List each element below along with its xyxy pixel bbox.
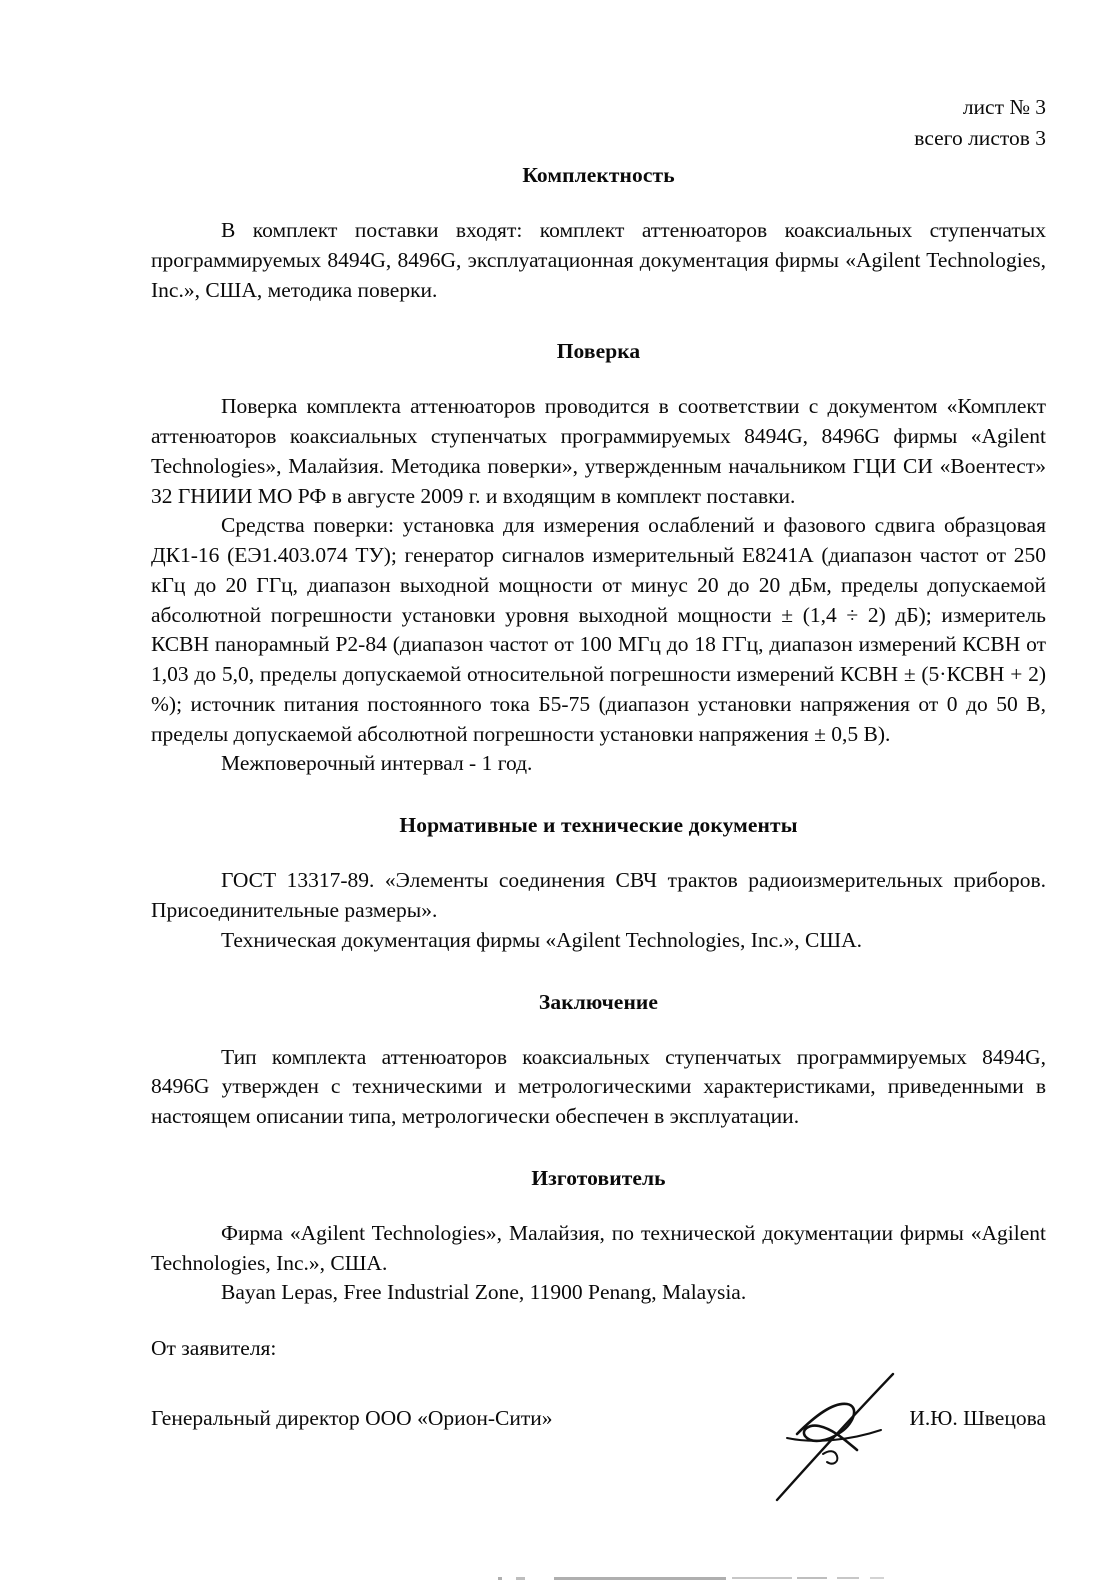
scan-edge-artifact bbox=[492, 1577, 912, 1581]
paragraph-manufacturer: Фирма «Agilent Technologies», Малайзия, по технической документации фирмы «Agilent Technologies, Inc.», США. bbox=[151, 1220, 1046, 1275]
paragraph-verification-procedure: Поверка комплекта аттенюаторов проводится в соответствии с документом «Комплект аттенюаторов коаксиальных ступенчатых программируемых 8494G, 8496G фирмы «Agilent Technologies», Малайзия. Методика поверки», утвержденным начальником ГЦИ СИ «Воентест» 32 ГНИИИ МО РФ в августе 2009 г. и входящим в комплект поставки. bbox=[151, 394, 1046, 508]
section-heading-normative-documents: Нормативные и технические документы bbox=[399, 813, 798, 838]
signature-row bbox=[151, 1406, 1046, 1431]
signature-block bbox=[151, 1334, 1046, 1431]
paragraph-technical-documentation: Техническая документация фирмы «Agilent Technologies, Inc.», США. bbox=[221, 927, 862, 952]
sheet-number: лист № 3 bbox=[962, 95, 1046, 119]
paragraph-completeness: В комплект поставки входят: комплект аттенюаторов коаксиальных ступенчатых программируемых 8494G, 8496G, эксплуатационная документация фирмы «Agilent Technologies, Inc.», США, методика поверки. bbox=[151, 218, 1046, 302]
paragraph-conclusion: Тип комплекта аттенюаторов коаксиальных ступенчатых программируемых 8494G, 8496G утвержден с техническими и метрологическими характеристиками, приведенными в настоящем описании типа, метрологически обеспечен в эксплуатации. bbox=[151, 1044, 1046, 1129]
section-heading-manufacturer: Изготовитель bbox=[531, 1165, 666, 1190]
paragraph-verification-interval: Межповерочный интервал - 1 год. bbox=[221, 751, 533, 776]
signatory-role: Генеральный директор ООО «Орион-Сити» bbox=[151, 1405, 553, 1430]
total-sheets: всего листов 3 bbox=[914, 125, 1046, 150]
signatory-name: И.Ю. Швецова bbox=[909, 1405, 1046, 1430]
paragraph-verification-equipment: Средства поверки: установка для измерения ослаблений и фазового сдвига образцовая ДК1-16 (ЕЭ1.403.074 ТУ); генератор сигналов измерительный Е8241А (диапазон частот от 250 кГц до 20 ГГц, диапазон выходной мощности от минус 20 до 20 дБм, пределы допускаемой абсолютной погрешности установки уровня выходной мощности ± (1,4 ÷ 2) дБ); измеритель КСВН панорамный Р2-84 (диапазон частот от 100 МГц до 18 ГГц, диапазон измерений КСВН от 1,03 до 5,0, пределы допускаемой относительной погрешности измерений КСВН ± (5·КСВН + 2) %); источник питания постоянного тока Б5-75 (диапазон установки напряжения от 0 до 50 В, пределы допускаемой абсолютной погрешности установки напряжения ± 0,5 В). bbox=[151, 513, 1046, 746]
section-heading-completeness: Комплектность bbox=[522, 163, 675, 187]
from-applicant-label: От заявителя: bbox=[151, 1336, 277, 1361]
paragraph-manufacturer-address: Bayan Lepas, Free Industrial Zone, 11900 Penang, Malaysia. bbox=[221, 1280, 747, 1305]
section-heading-conclusion: Заключение bbox=[538, 989, 659, 1014]
document-body bbox=[151, 163, 1046, 1431]
page-header bbox=[914, 92, 1046, 153]
paragraph-gost-standard: ГОСТ 13317-89. «Элементы соединения СВЧ трактов радиоизмерительных приборов. Присоединительные размеры». bbox=[151, 868, 1046, 923]
section-heading-verification: Поверка bbox=[556, 339, 641, 364]
